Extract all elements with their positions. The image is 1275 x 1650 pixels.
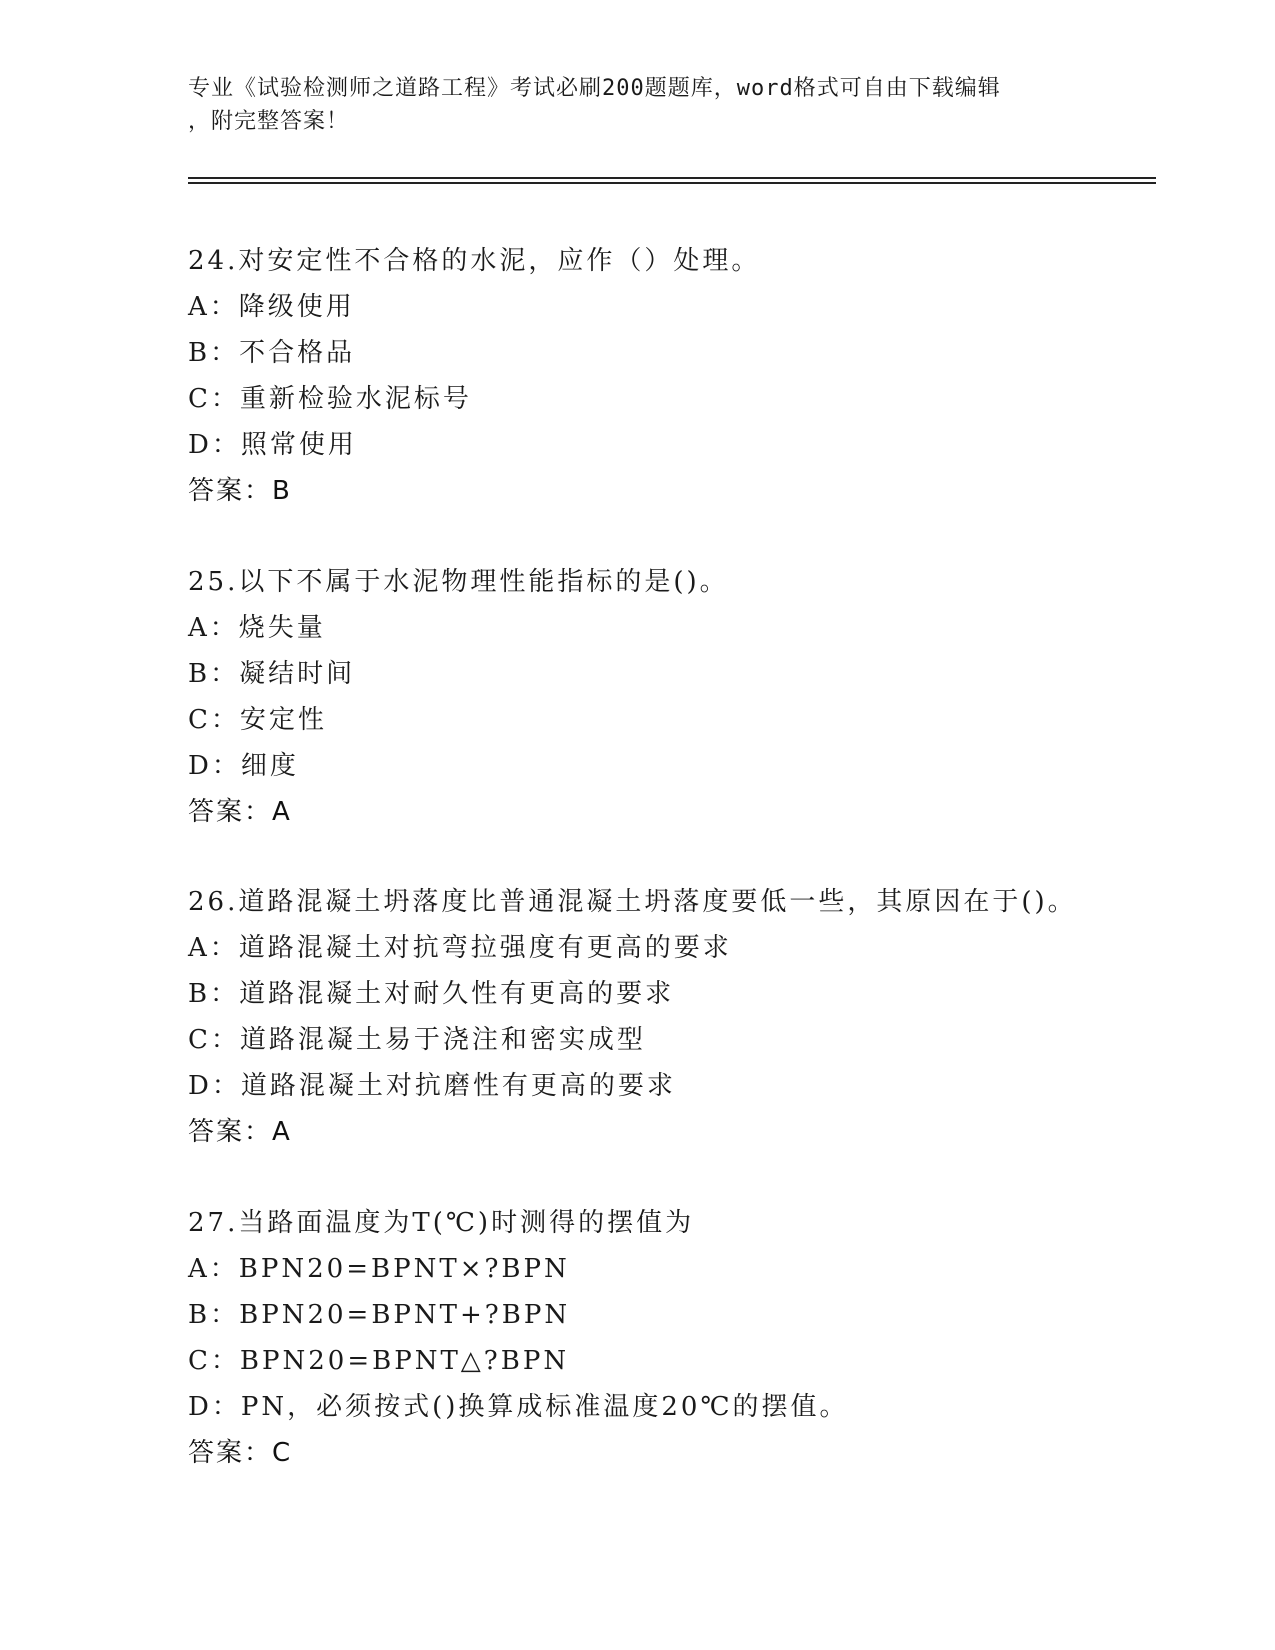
header-divider-bottom [188, 182, 1156, 184]
question-stem: 27.当路面温度为T(℃)时测得的摆值为 [188, 1208, 695, 1238]
document-header [188, 72, 1088, 138]
option-a: A：BPN20=BPNT×?BPN [188, 1254, 570, 1284]
option-c: C：道路混凝土易于浇注和密实成型 [188, 1025, 646, 1055]
question-25 [188, 559, 1148, 835]
option-d: D：细度 [188, 751, 299, 781]
answer-line: 答案：B [188, 476, 292, 506]
question-27 [188, 1200, 1148, 1476]
question-stem: 24.对安定性不合格的水泥，应作（）处理。 [188, 246, 761, 276]
option-c: C：BPN20=BPNT△?BPN [188, 1346, 570, 1376]
option-b: B：BPN20=BPNT+?BPN [188, 1300, 571, 1330]
option-b: B：凝结时间 [188, 659, 356, 689]
question-26 [188, 879, 1148, 1155]
option-a: A：烧失量 [188, 613, 326, 643]
option-b: B：道路混凝土对耐久性有更高的要求 [188, 979, 675, 1009]
option-c: C：安定性 [188, 705, 327, 735]
option-a: A：道路混凝土对抗弯拉强度有更高的要求 [188, 933, 732, 963]
header-divider-top [188, 177, 1156, 179]
option-d: D：PN，必须按式()换算成标准温度20℃的摆值。 [188, 1392, 849, 1422]
option-d: D：照常使用 [188, 430, 357, 460]
answer-line: 答案：A [188, 797, 292, 827]
header-line-2: ，附完整答案！ [188, 109, 350, 134]
option-b: B：不合格品 [188, 338, 356, 368]
option-c: C：重新检验水泥标号 [188, 384, 472, 414]
answer-line: 答案：A [188, 1117, 292, 1147]
answer-line: 答案：C [188, 1438, 293, 1468]
question-stem: 25.以下不属于水泥物理性能指标的是()。 [188, 567, 729, 597]
question-24 [188, 238, 1148, 514]
question-stem: 26.道路混凝土坍落度比普通混凝土坍落度要低一些，其原因在于()。 [188, 887, 1077, 917]
option-a: A：降级使用 [188, 292, 355, 322]
option-d: D：道路混凝土对抗磨性有更高的要求 [188, 1071, 676, 1101]
header-line-1: 专业《试验检测师之道路工程》考试必刷200题题库，word格式可自由下载编辑 [188, 76, 1001, 101]
